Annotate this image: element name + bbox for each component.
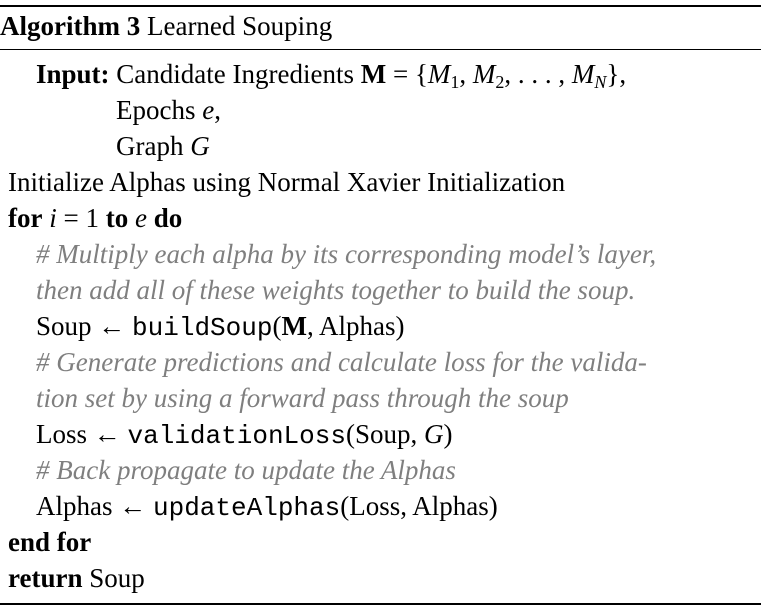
epochs-line: Epochs e,: [116, 95, 221, 125]
soup-line: Soup ← buildSoup(M, Alphas): [36, 311, 405, 343]
for-line: for i = 1 to e do: [8, 203, 183, 233]
ingredients-text: Candidate Ingredients: [116, 59, 354, 89]
comment-backprop: # Back propagate to update the Alphas: [36, 455, 456, 485]
bottom-rule: [0, 603, 761, 605]
input-keyword: Input:: [36, 59, 110, 89]
comment-generate-2: tion set by using a forward pass through the soup: [36, 383, 569, 413]
comment-multiply-1: # Multiply each alpha by its corresponding model’s layer,: [36, 239, 657, 269]
input-line: Input: Candidate Ingredients $M = \{M_1$, $M_2$, . . . , $M_N$},: [36, 59, 627, 92]
init-line: Initialize Alphas using Normal Xavier Initialization: [8, 167, 566, 197]
algorithm-caption: [0, 10, 332, 42]
loss-line: Loss ← validationLoss(Soup, G): [36, 419, 453, 451]
algorithm-label: Algorithm 3: [0, 11, 141, 41]
graph-line: Graph G: [116, 131, 210, 161]
return-line: return Soup: [8, 563, 145, 593]
alphas-line: Alphas ← updateAlphas(Loss, Alphas): [36, 491, 498, 523]
caption-rule: [0, 49, 761, 50]
top-rule: [0, 5, 761, 7]
algorithm-title: Learned Souping: [146, 11, 333, 41]
end-for-line: end for: [8, 527, 92, 557]
comment-multiply-2: then add all of these weights together to build the soup.: [36, 275, 636, 305]
comment-generate-1: # Generate predictions and calculate loss for the valida-: [36, 347, 647, 377]
